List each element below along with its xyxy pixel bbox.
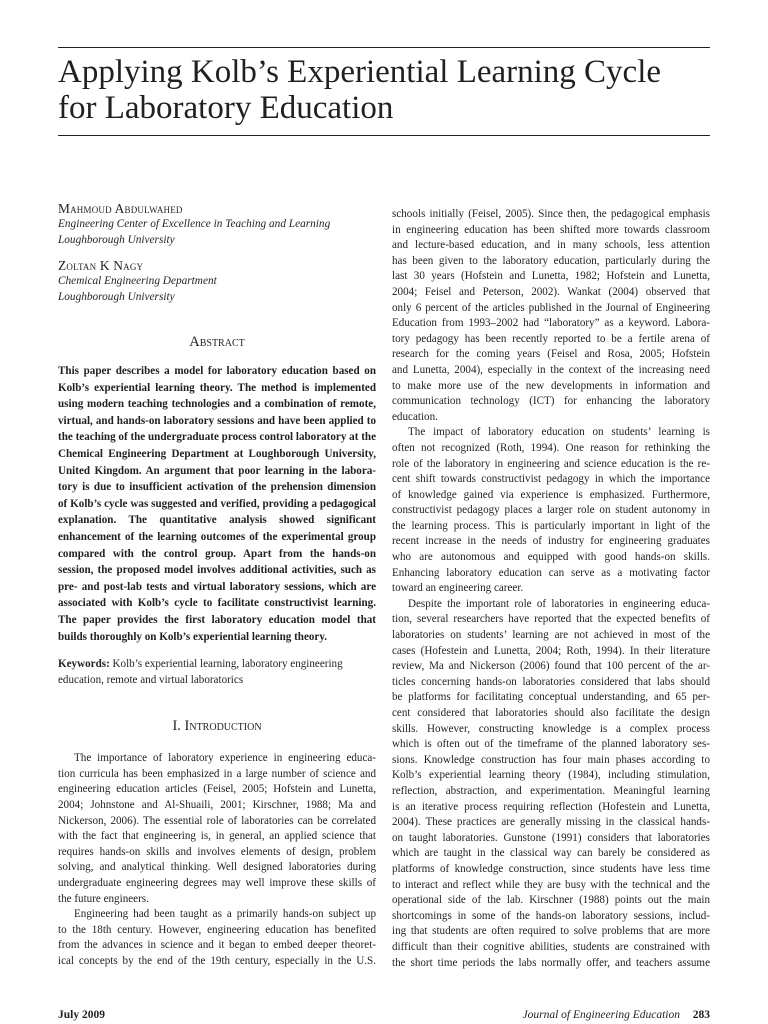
author-affiliation: Chemical Engineering Department [58, 275, 217, 287]
abstract-line: virtual, and hands-on laboratory sessions and have been applied to [58, 414, 376, 427]
author-name: Zoltan K Nagy [58, 258, 144, 273]
text-line: who are autonomous and equipped with good hands-on skills. [392, 551, 710, 564]
text-line: 2004; Feisel and Peterson, 2002). Wankat (2004) observed that [392, 285, 710, 298]
abstract-line: session, the proposed model involves additional activities, such as [58, 564, 376, 577]
right-column [392, 207, 710, 971]
abstract-line: The paper provides the first laboratory education model that [58, 613, 376, 626]
text-line: 2004; Johnstone and Al-Shuaili, 2001; Kirschner, 1988; Ma and [58, 799, 376, 812]
text-line: of knowledge gained via experience is emphasized. Furthermore, [392, 488, 710, 501]
abstract-line: the teaching of the undergraduate process control laboratory at the [58, 431, 376, 444]
text-line: often not recognized (Roth, 1994). One reason for rethinking the [392, 441, 710, 454]
text-line: to the 18th century. However, engineering education has benefited [58, 923, 376, 936]
text-line: The importance of laboratory experience in engineering educa- [74, 752, 376, 765]
keywords-label: Keywords: [58, 658, 110, 671]
text-line: operational side of the lab. Kirschner (1988) points out the main [392, 894, 710, 907]
abstract-line: tory is due to insufficient activation of the prehension dimension [58, 481, 376, 494]
abstract-heading: Abstract [189, 334, 245, 350]
text-line: shortcomings in some of the hands-on laboratory sessions, includ- [392, 909, 710, 922]
text-line: ical concepts by the end of the 19th century, especially in the U.S. [58, 955, 376, 967]
title-bottom-rule [58, 135, 710, 136]
text-line: Nickerson, 2006). The essential role of laboratories can be correlated [58, 814, 376, 827]
text-line: recent increase in the needs of industry for engineering graduates [392, 535, 710, 548]
keywords-line: education, remote and virtual laboratorics [58, 673, 244, 686]
text-line: last 30 years (Hofstein and Lunetta, 1982; Hofstein and Lunetta, [392, 270, 710, 283]
issue-date: July 2009 [58, 1009, 105, 1021]
text-line: reflection, abstraction, and experimentation. Meaningful learning [392, 784, 710, 797]
abstract-body [58, 363, 376, 645]
text-line: and Lunetta, 2004), especially in the context of the increasing need [392, 363, 710, 376]
text-line: toward an engineering career. [392, 582, 524, 595]
title-line: for Laboratory Education [58, 90, 394, 126]
top-rule [58, 47, 710, 48]
abstract-line: using modern teaching technologies and a combination of remote, [58, 398, 376, 411]
text-line: education. [392, 410, 438, 423]
article-title [58, 54, 718, 126]
abstract-line: Kolb’s experiential learning theory. The method is implemented [58, 381, 376, 394]
text-line: research for the coming years (Feisel and Rosa, 2005; Hofstein [392, 348, 710, 361]
text-line: undergraduate engineering degrees may well improve these skills of [58, 877, 376, 890]
text-line: Education from 1993–2002 had “laboratory” as a keyword. Labora- [392, 317, 710, 330]
text-line: tion, several researchers have reported that the expected benefits of [392, 613, 710, 626]
text-line: cases (Hofestein and Lunetta, 2004; Roth, 1994). In their literature [392, 644, 710, 657]
title-line: Applying Kolb’s Experiential Learning Cycle [58, 54, 662, 90]
abstract-line: of Kolb’s cycle was suggested and verified, providing a pedagogical [58, 497, 376, 510]
author-name: Mahmoud Abdulwahed [58, 201, 183, 216]
text-line: cent considered that laboratories should also facilitate the design [392, 707, 710, 719]
text-line: engineering education articles (Feisel, 2005; Hofstein and Lunetta, [58, 783, 376, 796]
text-line: Despite the important role of laboratories in engineering educa- [408, 597, 710, 610]
journal-name [523, 1008, 680, 1022]
abstract-line: United Kingdom. An argument that poor learning in the labora- [58, 464, 376, 477]
text-line: and lecture-based education, and in many schools, less attention [392, 239, 710, 252]
author-affiliation: Loughborough University [58, 233, 175, 246]
text-line: difficult than their cognitive abilities, students are constrained with [392, 940, 710, 953]
keywords [58, 657, 376, 688]
text-line: The impact of laboratory education on students’ learning is [408, 426, 710, 439]
text-line: which is often out of the timeframe of the planned laboratory ses- [392, 738, 710, 751]
text-line: the short time periods the labs normally offer, and teachers assume [392, 956, 710, 969]
text-line: sions. Knowledge construction has four main phases according to [392, 753, 710, 766]
body-paragraph [392, 597, 710, 971]
text-line: to interact and reflect while they are busy with the technical and the [392, 878, 710, 891]
text-line: in engineering education has been shifted more towards classroom [392, 223, 710, 236]
text-line: tion curricula has been emphasized in a large number of science and [58, 767, 376, 780]
text-line: Enhancing laboratory education can serve as a motivating factor [392, 566, 710, 579]
text-line: on taught laboratories. Gunstone (1991) considers that laboratories [392, 831, 710, 844]
text-line: review, Ma and Nickerson (2006) found that 100 percent of the ar- [392, 660, 710, 673]
body-paragraph [392, 207, 710, 425]
journal-name-text: Journal of Engineering Education [522, 1009, 680, 1021]
text-line: with the fact that engineering is, in general, an applied science that [58, 830, 376, 843]
text-line: Kolb’s experiential learning theory (1984), including stimulation, [392, 769, 710, 782]
left-column [58, 201, 376, 970]
text-line: Engineering had been taught as a primarily hands-on subject up [74, 908, 376, 921]
author-affiliation: Engineering Center of Excellence in Teaching and Learning [58, 218, 331, 230]
abstract-line: builds thoroughly on Kolb’s experiential learning theory. [58, 630, 328, 643]
abstract-line: This paper describes a model for laboratory education based on [58, 365, 376, 377]
author-block [58, 201, 376, 248]
section-heading: I. Introduction [172, 718, 262, 735]
text-line: which are taught in the classical way can barely be considered as [392, 847, 710, 860]
text-line: skills. However, constructing knowledge is a complex process [392, 722, 710, 735]
text-line: tory pedagogy has been recently reported to be a fertile arena of [392, 332, 710, 345]
abstract-line: compared with the control group. Apart from the hands-on [58, 547, 376, 560]
text-line: cent shift towards constructivist pedagogy in which the importance [392, 473, 710, 486]
text-line: the future engineers. [58, 892, 149, 905]
text-line: to make more use of the new developments in information and [392, 379, 710, 392]
text-line: communication technology (ICT) for enhancing the laboratory [392, 395, 710, 408]
text-line: solving, and analytical thinking. Well designed laboratories during [58, 861, 376, 874]
text-line: 2004). These practices are generally missing in the classical hands- [392, 816, 710, 829]
abstract-line: pre- and post-lab tests and virtual laboratory sessions, which are [58, 580, 376, 593]
abstract-line: explanation. The quantitative analysis showed significant [58, 514, 376, 527]
body-paragraph [392, 425, 710, 597]
author-affiliation: Loughborough University [58, 290, 175, 303]
text-line: is an iterative process requiring reflection (Hofestein and Lunetta, [392, 800, 710, 813]
abstract-line: associated with Kolb’s cycle to facilitate constructivist learning. [58, 597, 376, 610]
abstract-line: enhancement of the learning outcomes of the experimental group [58, 530, 376, 543]
text-line: platforms of knowledge construction, since students have less time [392, 862, 710, 875]
abstract-line: Chemical Engineering Department at Loughborough University, [58, 447, 376, 460]
text-line: constructivist pedagogy places a larger role on student autonomy in [392, 504, 710, 517]
keywords-line: Kolb’s experiential learning, laboratory engineering [109, 658, 343, 671]
text-line: the learning process. This is particularly important in light of the [392, 519, 710, 532]
page-number: 283 [692, 1009, 710, 1021]
text-line: laboratories on students’ learning are not achieved in most of the [392, 629, 710, 642]
text-line: role of the laboratory in engineering and science education is the re- [392, 457, 710, 470]
text-line: only 6 percent of the articles published in the Journal of Engineering [392, 301, 710, 314]
text-line: has been given to the laboratory education, particularly during the [392, 254, 710, 267]
text-line: be platforms for facilitating conceptual understanding, and 65 per- [392, 691, 710, 704]
text-line: from the advances in science and it began to embed deeper theoret- [58, 939, 376, 952]
text-line: schools initially (Feisel, 2005). Since then, the pedagogical emphasis [392, 208, 710, 220]
text-line: ticles concerning hands-on laboratories considered that labs should [392, 675, 710, 688]
text-line: ing that students are often required to solve problems that are more [392, 925, 710, 938]
intro-paragraph [58, 751, 376, 969]
author-block [58, 258, 376, 305]
text-line: requires hands-on skills and involves elements of design, problem [58, 845, 376, 858]
